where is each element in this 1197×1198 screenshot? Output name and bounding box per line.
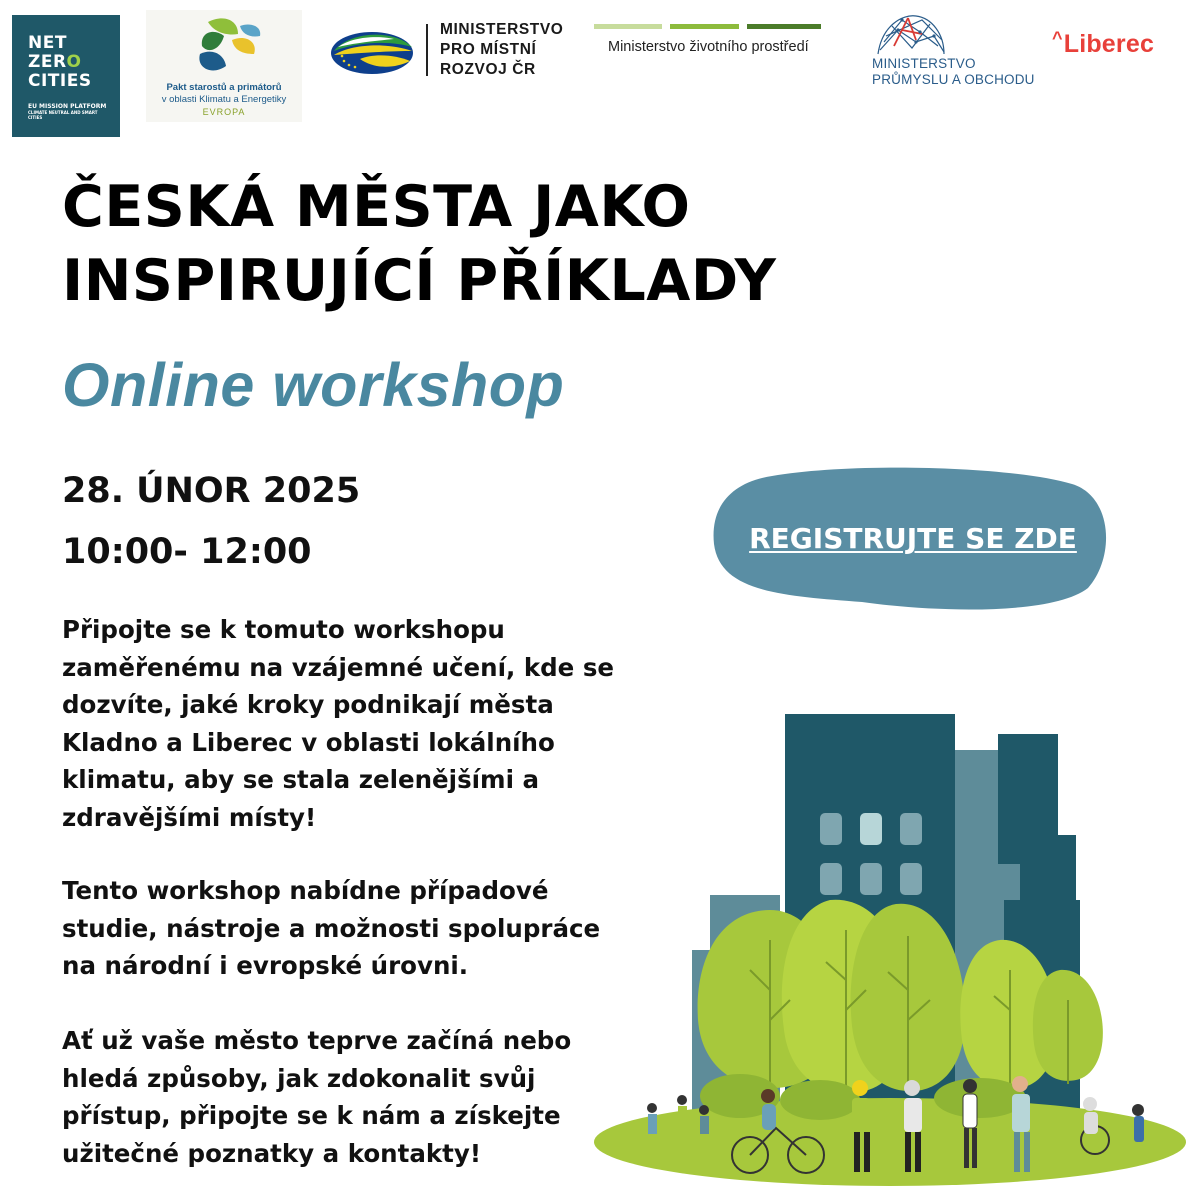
mmr-logo-text — [440, 20, 563, 80]
p2-line: Tento workshop nabídne případové — [62, 876, 549, 905]
title-line1: ČESKÁ MĚSTA JAKO — [62, 174, 691, 240]
liberec-caret: ^ — [1052, 28, 1063, 48]
nzc-line1: NET — [28, 33, 67, 53]
event-time: 10:00- 12:00 — [62, 532, 312, 572]
nzc-sub2: CLIMATE NEUTRAL AND SMART CITIES — [28, 110, 98, 120]
p1-line: Připojte se k tomuto workshopu — [62, 615, 505, 644]
liberec-logo — [1052, 28, 1154, 59]
mzp-logo-text: Ministerstvo životního prostředí — [608, 39, 809, 55]
p1-line: klimatu, aby se stala zelenějšími a — [62, 765, 540, 795]
event-date: 28. ÚNOR 2025 — [62, 471, 361, 511]
nzc-line2a: ZER — [28, 52, 67, 72]
nzc-line3: CITIES — [28, 71, 92, 91]
mmr-line2: PRO MÍSTNÍ — [440, 41, 537, 58]
body-paragraph-3 — [62, 1022, 571, 1172]
p3-line: hledá způsoby, jak zdokonalit svůj — [62, 1063, 536, 1093]
p3-line: Ať už vaše město teprve začíná nebo — [62, 1026, 572, 1055]
p1-line: dozvíte, jaké kroky podnikají města — [62, 690, 554, 720]
mpo-line1: MINISTERSTVO — [872, 56, 976, 71]
liberec-text: Liberec — [1063, 30, 1155, 58]
mmr-emblem-icon — [330, 25, 414, 77]
pakt-line1: Pakt starostů a primátorů — [166, 82, 282, 93]
event-datetime — [62, 461, 360, 583]
mmr-line3: ROZVOJ ČR — [440, 61, 536, 78]
body-paragraph-2 — [62, 872, 600, 985]
nzc-line2b: O — [66, 52, 82, 72]
mpo-logo-text — [872, 56, 1035, 88]
p3-line: přístup, připojte se k nám a získejte — [62, 1101, 561, 1131]
p2-line: na národní i evropské úrovni. — [62, 951, 469, 981]
pakt-leaf-icon — [146, 10, 302, 80]
mpo-line2: PRŮMYSLU A OBCHODU — [872, 72, 1035, 87]
p3-line: užitečné poznatky a kontakty! — [62, 1138, 482, 1168]
netzerocities-logo — [12, 15, 120, 137]
page-title — [62, 170, 776, 318]
pakt-line3: EVROPA — [202, 107, 246, 117]
mpo-emblem-icon — [872, 12, 946, 56]
pakt-line2: v oblasti Klimatu a Energetiky — [161, 94, 287, 105]
p1-line: zaměřenému na vzájemné učení, kde se — [62, 652, 615, 682]
city-park-illustration — [590, 700, 1190, 1190]
page-subtitle: Online workshop — [62, 351, 565, 419]
p1-line: zdravějšími místy! — [62, 802, 317, 832]
mzp-logo-bars — [594, 24, 821, 30]
pakt-logo — [146, 10, 302, 122]
title-line2: INSPIRUJÍCÍ PŘÍKLADY — [62, 248, 777, 314]
p2-line: studie, nástroje a možnosti spolupráce — [62, 913, 601, 943]
nzc-sub1: EU MISSION PLATFORM — [28, 103, 107, 110]
register-link[interactable]: REGISTRUJTE SE ZDE — [749, 522, 1077, 555]
mmr-line1: MINISTERSTVO — [440, 21, 564, 38]
mmr-separator — [426, 24, 428, 76]
p1-line: Kladno a Liberec v oblasti lokálního — [62, 727, 555, 757]
body-paragraph-1 — [62, 611, 614, 837]
